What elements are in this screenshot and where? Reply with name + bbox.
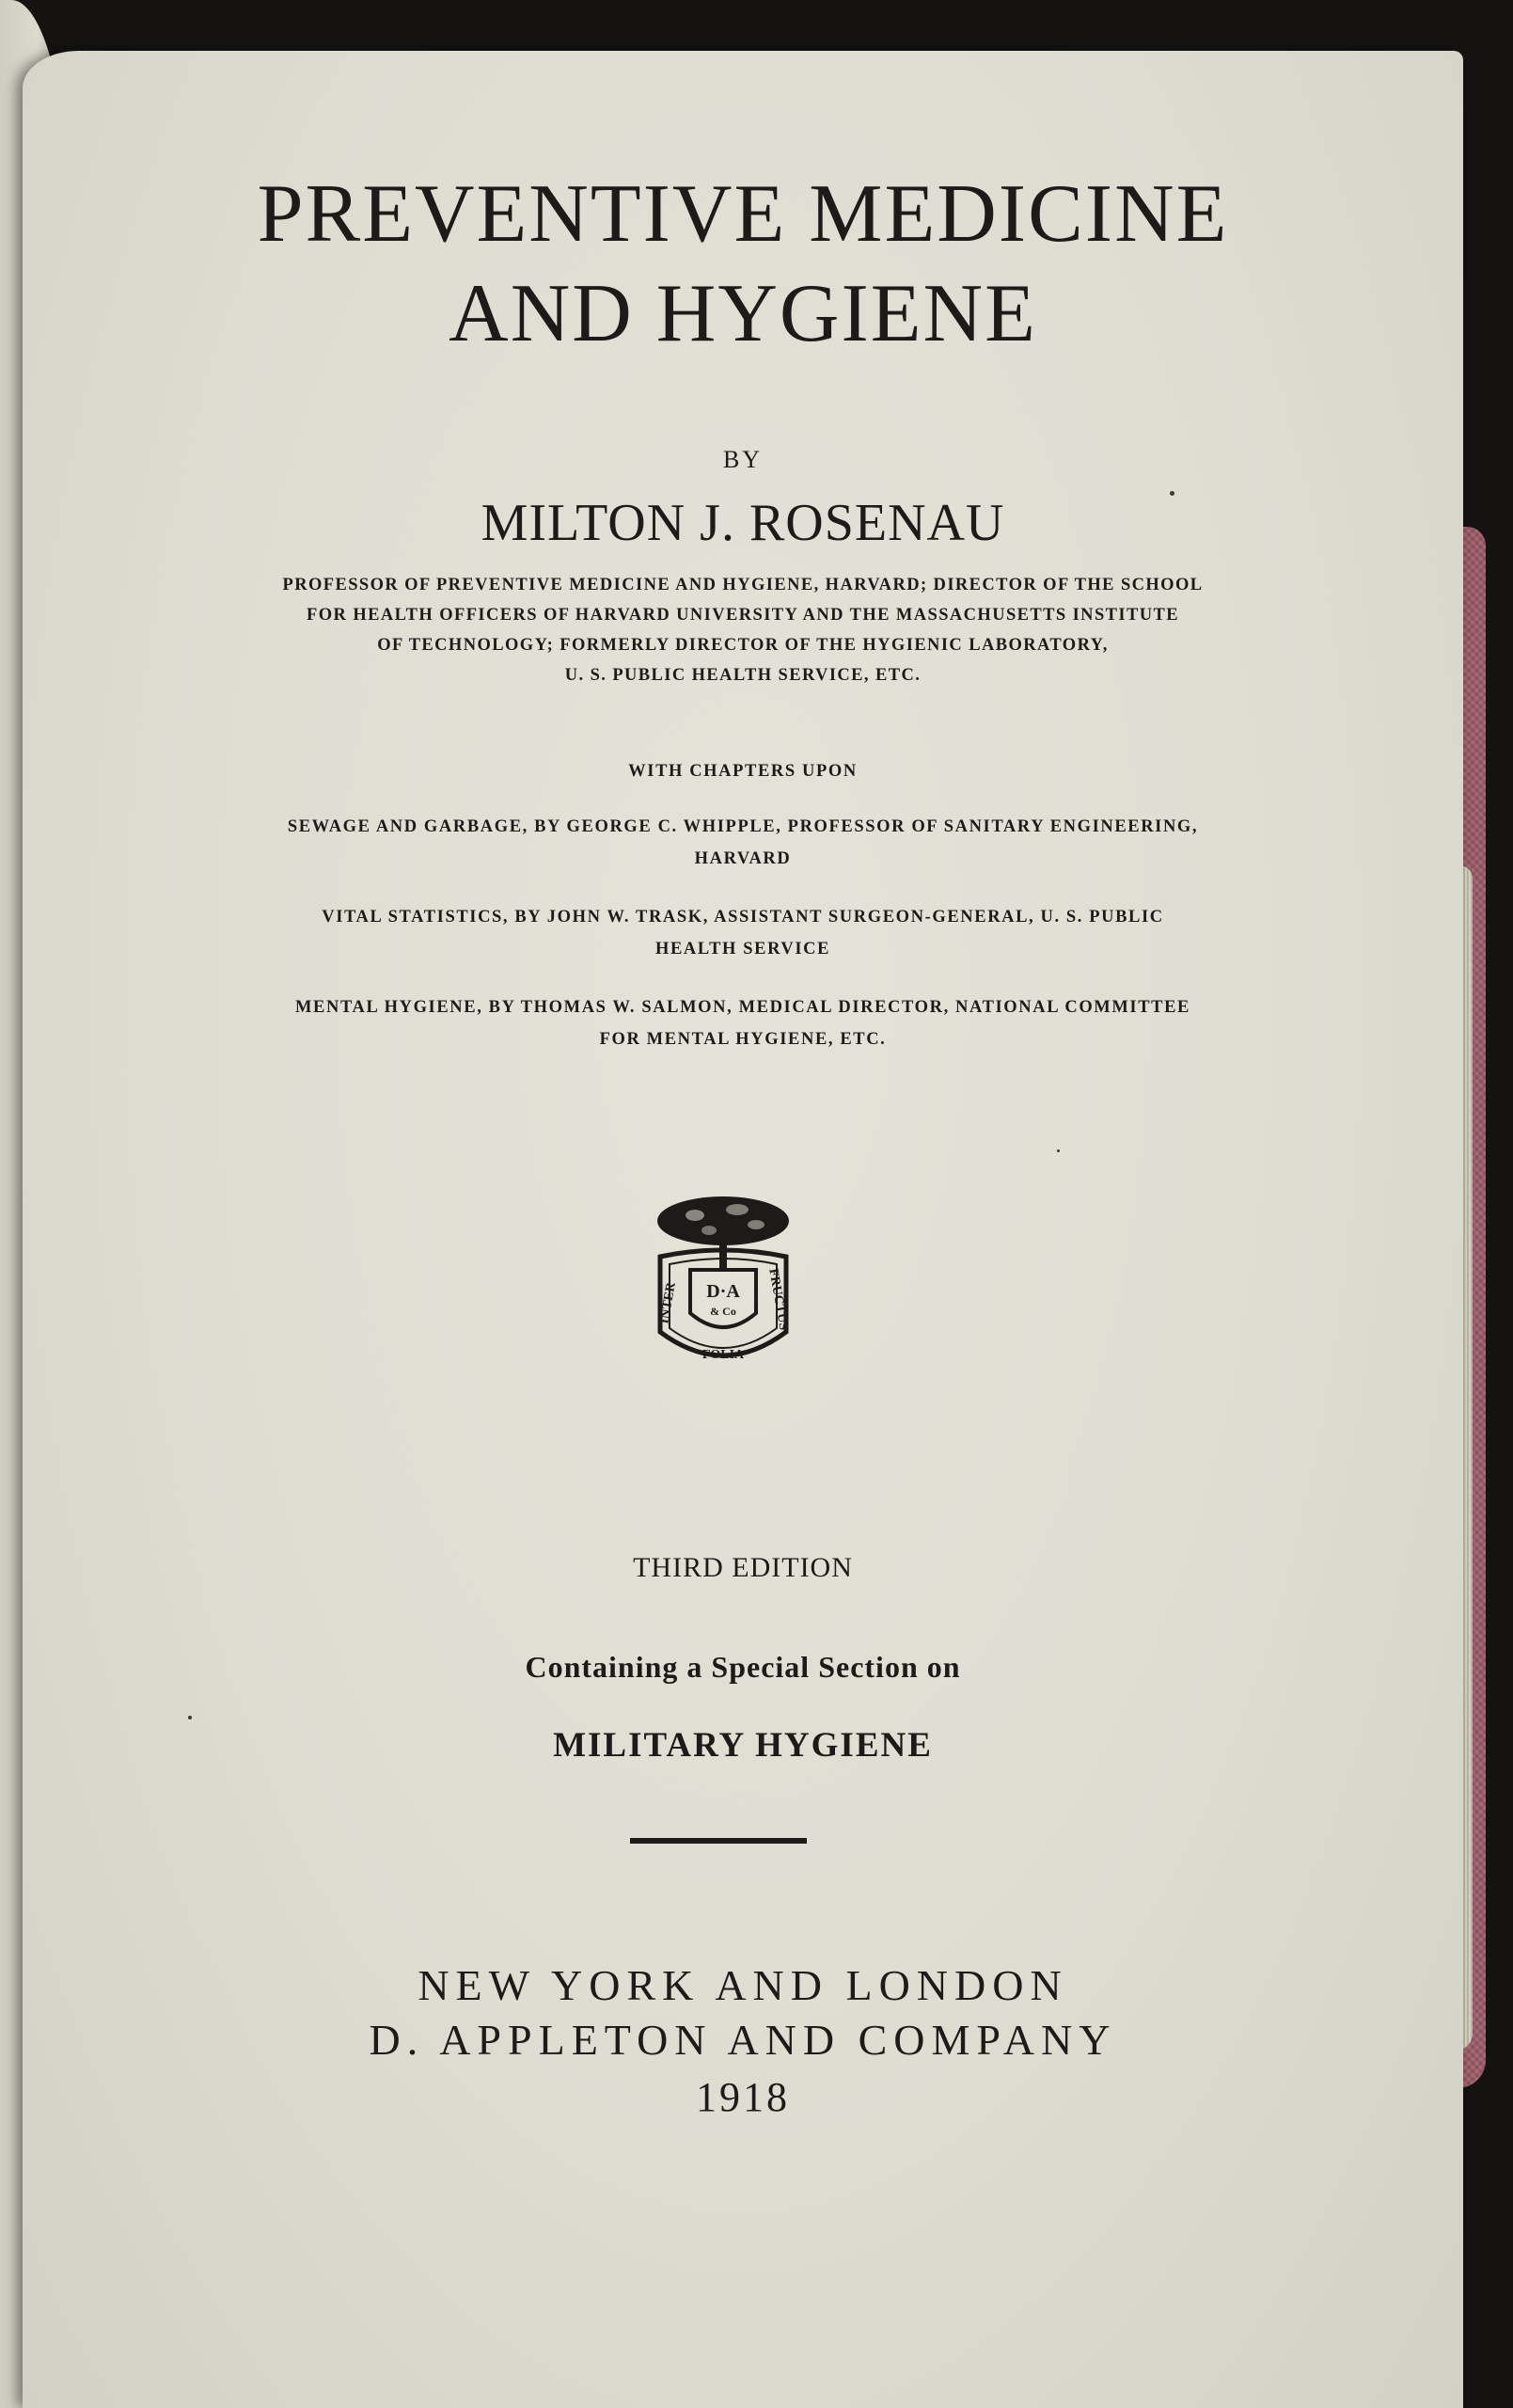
book-title-line-1: PREVENTIVE MEDICINE bbox=[257, 168, 1229, 260]
chapter-entry-line: VITAL STATISTICS, BY JOHN W. TRASK, ASSISTANT SURGEON-GENERAL, U. S. PUBLIC bbox=[322, 908, 1164, 927]
chapter-entry bbox=[23, 901, 1463, 965]
credentials-line: PROFESSOR OF PREVENTIVE MEDICINE AND HYGIENE, HARVARD; DIRECTOR OF THE SCHOOL bbox=[282, 576, 1204, 594]
chapters-heading: WITH CHAPTERS UPON bbox=[628, 762, 858, 781]
credentials-line: FOR HEALTH OFFICERS OF HARVARD UNIVERSITY AND THE MASSACHUSETTS INSTITUTE bbox=[307, 606, 1179, 625]
emblem-motto-left: INTER bbox=[657, 1281, 679, 1325]
emblem-monogram: D·A bbox=[706, 1281, 740, 1302]
author-name: MILTON J. ROSENAU bbox=[481, 494, 1005, 552]
chapter-entry-line: HEALTH SERVICE bbox=[654, 940, 831, 958]
paper-speck bbox=[1057, 1149, 1060, 1152]
chapter-entry-line: SEWAGE AND GARBAGE, BY GEORGE C. WHIPPLE, PROFESSOR OF SANITARY ENGINEERING, bbox=[287, 817, 1199, 836]
publisher-emblem bbox=[643, 1191, 803, 1379]
emblem-motto-bottom: FOLIA bbox=[701, 1348, 745, 1362]
chapter-entry bbox=[23, 991, 1463, 1055]
emblem-monogram-co: & Co bbox=[710, 1305, 736, 1318]
chapter-entry-line: FOR MENTAL HYGIENE, ETC. bbox=[599, 1030, 887, 1049]
title-page bbox=[23, 51, 1463, 2408]
paper-speck bbox=[1170, 491, 1174, 496]
credentials-line: OF TECHNOLOGY; FORMERLY DIRECTOR OF THE HYGIENIC LABORATORY, bbox=[377, 636, 1109, 655]
chapter-entry-line: HARVARD bbox=[694, 849, 792, 868]
byline: BY bbox=[722, 446, 764, 473]
credentials-line: U. S. PUBLIC HEALTH SERVICE, ETC. bbox=[564, 666, 922, 685]
imprint-place: NEW YORK AND LONDON bbox=[418, 1961, 1068, 2009]
book-title-line-2: AND HYGIENE bbox=[449, 268, 1037, 359]
special-section-intro: Containing a Special Section on bbox=[525, 1650, 961, 1684]
author-credentials bbox=[23, 570, 1463, 690]
imprint-year: 1918 bbox=[696, 2074, 790, 2120]
imprint-publisher: D. APPLETON AND COMPANY bbox=[369, 2016, 1117, 2064]
divider-rule bbox=[630, 1838, 807, 1844]
chapter-entry-line: MENTAL HYGIENE, BY THOMAS W. SALMON, MEDICAL DIRECTOR, NATIONAL COMMITTEE bbox=[294, 998, 1190, 1017]
edition: THIRD EDITION bbox=[633, 1552, 853, 1583]
tree-trunk bbox=[719, 1238, 727, 1272]
chapter-entry bbox=[23, 811, 1463, 875]
paper-speck bbox=[188, 1716, 192, 1719]
emblem-motto-right: FRUCTUS bbox=[765, 1267, 791, 1332]
special-section-subject: MILITARY HYGIENE bbox=[553, 1726, 933, 1765]
